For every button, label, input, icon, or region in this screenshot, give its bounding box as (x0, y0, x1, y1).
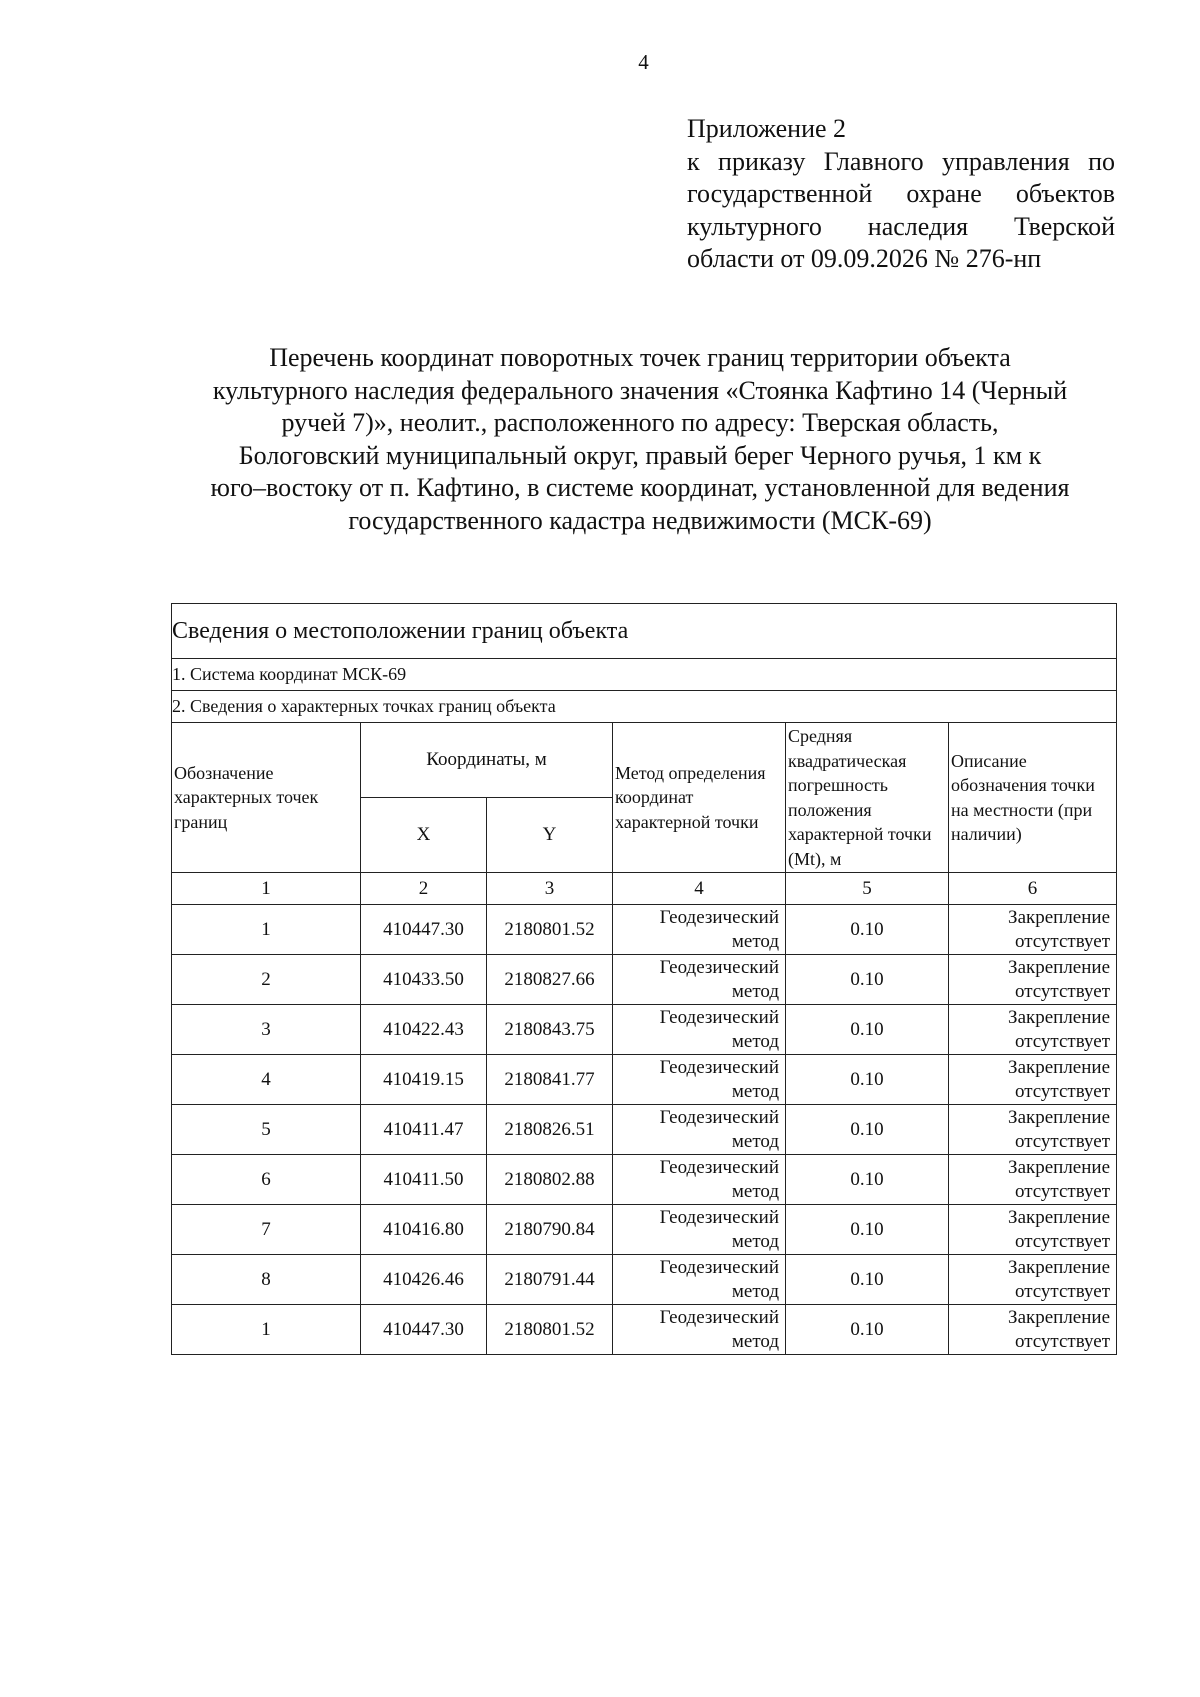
table-row (172, 1305, 1117, 1355)
description-line: Закрепление (1008, 1256, 1111, 1278)
table-row (172, 1055, 1117, 1105)
description-line: Закрепление (1008, 956, 1111, 978)
description-line: отсутствует (1014, 1030, 1111, 1052)
title-line: культурного наследия федерального значения «Стоянка Кафтино 14 (Черный (212, 375, 1068, 405)
table-row (172, 1105, 1117, 1155)
header-error: Средняя квадратическая погрешность положения характерной точки (Mt), м (786, 723, 949, 873)
coord-x: 410433.50 (383, 968, 464, 990)
method-line: метод (731, 930, 779, 952)
title-line: юго–востоку от п. Кафтино, в системе координат, установленной для ведения (210, 473, 1070, 502)
method-line: Геодезический (659, 1306, 779, 1328)
document-title (160, 342, 1120, 537)
description-line: Закрепление (1008, 1306, 1111, 1328)
coord-x-cell (361, 1255, 487, 1305)
point-number: 5 (261, 1118, 271, 1140)
method-cell (613, 1205, 786, 1255)
description-cell (949, 1205, 1117, 1255)
header-description: Описание обозначения точки на местности (при наличии) (949, 723, 1117, 873)
description-line: Закрепление (1008, 1156, 1111, 1178)
coord-x-cell (361, 1205, 487, 1255)
table-row (172, 1005, 1117, 1055)
error-value-cell (786, 1305, 949, 1355)
description-cell (949, 1155, 1117, 1205)
description-line: Закрепление (1008, 906, 1111, 928)
method-line: метод (731, 1330, 779, 1352)
appendix-line: государственной охране объектов (687, 179, 1115, 208)
error-value: 0.10 (850, 1318, 884, 1340)
method-line: Геодезический (659, 1106, 779, 1128)
coord-y: 2180791.44 (504, 1268, 595, 1290)
table-row (172, 905, 1117, 955)
coord-y-cell (487, 1155, 613, 1205)
header-coords: Координаты, м (361, 723, 613, 798)
coord-y: 2180841.77 (504, 1068, 595, 1090)
coordinates-table (171, 603, 1117, 1355)
coord-system-row (172, 659, 1117, 691)
method-line: метод (731, 980, 779, 1002)
point-number: 1 (261, 918, 271, 940)
coord-y-cell (487, 1255, 613, 1305)
error-value-cell (786, 1155, 949, 1205)
table-row (172, 955, 1117, 1005)
coord-y: 2180801.52 (504, 918, 595, 940)
title-line: Бологовский муниципальный округ, правый берег Черного ручья, 1 км к (238, 440, 1042, 470)
description-line: отсутствует (1014, 980, 1111, 1002)
coord-y-cell (487, 1105, 613, 1155)
point-number: 2 (261, 968, 271, 990)
point-number: 7 (261, 1218, 271, 1240)
error-value: 0.10 (850, 918, 884, 940)
page-number: 4 (638, 50, 649, 74)
point-number-cell (172, 955, 361, 1005)
table-row (172, 1155, 1117, 1205)
header-row (172, 723, 1117, 798)
description-line: отсутствует (1014, 1330, 1111, 1352)
section-title: Сведения о местоположении границ объекта (172, 604, 1117, 659)
method-line: Геодезический (659, 906, 779, 928)
error-value: 0.10 (850, 1268, 884, 1290)
method-cell (613, 1055, 786, 1105)
column-number: 6 (949, 873, 1117, 905)
coord-x: 410447.30 (383, 918, 464, 940)
section-title-row (172, 604, 1117, 659)
point-number-cell (172, 1255, 361, 1305)
error-value-cell (786, 905, 949, 955)
error-value-cell (786, 1055, 949, 1105)
description-line: отсутствует (1014, 1180, 1111, 1202)
header-method: Метод определения координат характерной точки (613, 723, 786, 873)
method-line: метод (731, 1030, 779, 1052)
points-title: 2. Сведения о характерных точках границ объекта (172, 691, 1117, 723)
method-cell (613, 1105, 786, 1155)
coord-x: 410447.30 (383, 1318, 464, 1340)
error-value-cell (786, 1005, 949, 1055)
error-value: 0.10 (850, 1018, 884, 1040)
column-number-row (172, 873, 1117, 905)
coord-x-cell (361, 905, 487, 955)
table-row (172, 1205, 1117, 1255)
description-line: отсутствует (1014, 1130, 1111, 1152)
error-value: 0.10 (850, 1118, 884, 1140)
method-cell (613, 1155, 786, 1205)
coord-x-cell (361, 1105, 487, 1155)
point-number: 6 (261, 1168, 271, 1190)
table-row (172, 1255, 1117, 1305)
point-number: 4 (261, 1068, 271, 1090)
method-cell (613, 1305, 786, 1355)
error-value: 0.10 (850, 1168, 884, 1190)
coord-x-cell (361, 1055, 487, 1105)
method-line: метод (731, 1180, 779, 1202)
description-line: Закрепление (1008, 1056, 1111, 1078)
description-cell (949, 905, 1117, 955)
description-line: Закрепление (1008, 1106, 1111, 1128)
coord-system: 1. Система координат МСК-69 (172, 659, 1117, 691)
description-line: Закрепление (1008, 1006, 1111, 1028)
header-x: X (361, 798, 487, 873)
method-line: метод (731, 1130, 779, 1152)
description-line: отсутствует (1014, 930, 1111, 952)
coord-y: 2180843.75 (504, 1018, 595, 1040)
method-line: Геодезический (659, 1056, 779, 1078)
description-cell (949, 1055, 1117, 1105)
coord-y-cell (487, 1055, 613, 1105)
coord-x: 410419.15 (383, 1068, 464, 1090)
column-number: 1 (172, 873, 361, 905)
appendix-reference (687, 113, 1115, 276)
points-title-row (172, 691, 1117, 723)
coord-x: 410411.47 (383, 1118, 464, 1140)
coord-y-cell (487, 955, 613, 1005)
method-line: метод (731, 1230, 779, 1252)
coord-y: 2180801.52 (504, 1318, 595, 1340)
coord-x-cell (361, 1155, 487, 1205)
point-number: 8 (261, 1268, 271, 1290)
description-cell (949, 955, 1117, 1005)
description-cell (949, 1305, 1117, 1355)
error-value: 0.10 (850, 968, 884, 990)
method-line: Геодезический (659, 1006, 779, 1028)
error-value: 0.10 (850, 1218, 884, 1240)
description-line: Закрепление (1008, 1206, 1111, 1228)
method-line: Геодезический (659, 1256, 779, 1278)
coord-x-cell (361, 955, 487, 1005)
method-line: метод (731, 1280, 779, 1302)
coord-x: 410426.46 (383, 1268, 464, 1290)
point-number-cell (172, 1305, 361, 1355)
description-line: отсутствует (1014, 1230, 1111, 1252)
method-cell (613, 1255, 786, 1305)
method-cell (613, 1005, 786, 1055)
column-number: 5 (786, 873, 949, 905)
coord-y-cell (487, 1005, 613, 1055)
point-number: 3 (261, 1018, 271, 1040)
title-line: ручей 7)», неолит., расположенного по адресу: Тверская область, (281, 408, 999, 437)
error-value: 0.10 (850, 1068, 884, 1090)
description-line: отсутствует (1014, 1280, 1111, 1302)
appendix-line: Приложение 2 (687, 114, 847, 143)
coord-y-cell (487, 905, 613, 955)
point-number-cell (172, 1155, 361, 1205)
point-number-cell (172, 1105, 361, 1155)
coord-x-cell (361, 1005, 487, 1055)
point-number-cell (172, 1005, 361, 1055)
column-number: 4 (613, 873, 786, 905)
appendix-line: культурного наследия Тверской (687, 211, 1115, 241)
error-value-cell (786, 1205, 949, 1255)
description-line: отсутствует (1014, 1080, 1111, 1102)
description-cell (949, 1105, 1117, 1155)
point-number-cell (172, 905, 361, 955)
method-line: Геодезический (659, 1206, 779, 1228)
method-cell (613, 905, 786, 955)
method-line: метод (731, 1080, 779, 1102)
appendix-line: к приказу Главного управления по (687, 146, 1115, 176)
title-line: государственного кадастра недвижимости (МСК-69) (348, 505, 932, 535)
error-value-cell (786, 1255, 949, 1305)
coord-y: 2180790.84 (504, 1218, 595, 1240)
header-point: Обозначение характерных точек границ (172, 723, 361, 873)
coord-y-cell (487, 1205, 613, 1255)
method-cell (613, 955, 786, 1005)
coord-y-cell (487, 1305, 613, 1355)
column-number: 2 (361, 873, 487, 905)
column-number: 3 (487, 873, 613, 905)
title-line: Перечень координат поворотных точек границ территории объекта (269, 343, 1011, 372)
coord-x-cell (361, 1305, 487, 1355)
point-number-cell (172, 1205, 361, 1255)
description-cell (949, 1255, 1117, 1305)
appendix-line: области от 09.09.2026 № 276-нп (687, 244, 1042, 273)
description-cell (949, 1005, 1117, 1055)
coord-x: 410416.80 (383, 1218, 464, 1240)
header-y: Y (487, 798, 613, 873)
point-number-cell (172, 1055, 361, 1105)
coord-y: 2180827.66 (504, 968, 595, 990)
method-line: Геодезический (659, 956, 779, 978)
method-line: Геодезический (659, 1156, 779, 1178)
coord-y: 2180826.51 (504, 1118, 595, 1140)
error-value-cell (786, 1105, 949, 1155)
coord-x: 410422.43 (383, 1018, 464, 1040)
error-value-cell (786, 955, 949, 1005)
coord-x: 410411.50 (383, 1168, 464, 1190)
coord-y: 2180802.88 (504, 1168, 595, 1190)
point-number: 1 (261, 1318, 271, 1340)
